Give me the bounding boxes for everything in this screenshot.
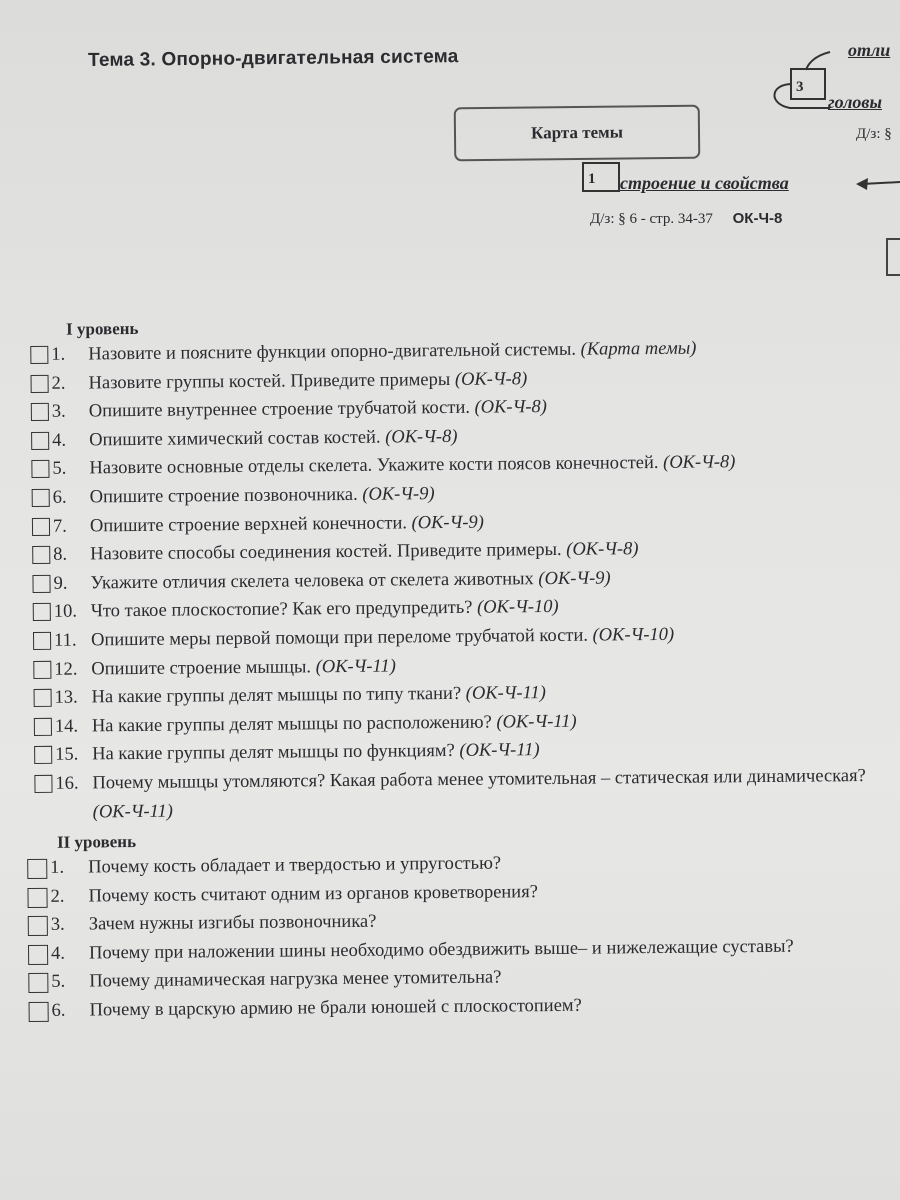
question-text: Почему кость обладает и твердостью и упругостью? — [88, 853, 502, 878]
question-number: 13. — [54, 687, 78, 708]
question-code: (ОК-Ч-9) — [411, 512, 484, 533]
question-number: 3. — [51, 401, 66, 422]
question-number: 2. — [50, 886, 65, 907]
question-checkbox[interactable] — [31, 460, 49, 478]
node3-label-top: отли — [848, 40, 891, 60]
question-number: 2. — [51, 373, 66, 394]
question-number: 1. — [51, 344, 66, 365]
node1-homework-line — [590, 210, 782, 228]
question-number: 4. — [50, 943, 66, 964]
question-number: 6. — [51, 1000, 66, 1021]
question-text: Опишите внутреннее строение трубчатой кости. (ОК-Ч-8) — [88, 397, 547, 422]
level1-title: I уровень — [65, 318, 139, 339]
question-number: 1. — [50, 857, 65, 878]
question-checkbox[interactable] — [32, 546, 50, 564]
question-code: (ОК-Ч-11) — [465, 683, 547, 704]
question-code: (ОК-Ч-8) — [663, 452, 736, 474]
question-checkbox[interactable] — [32, 489, 50, 507]
node1-number: 1 — [588, 171, 596, 187]
node1-code: ОК-Ч-8 — [732, 210, 783, 227]
question-number: 7. — [52, 516, 67, 537]
question-number: 6. — [52, 487, 67, 508]
node3-number: 3 — [796, 79, 804, 95]
questions-section — [30, 312, 897, 1026]
question-number: 8. — [53, 544, 68, 565]
node3-label: головы — [828, 92, 882, 112]
question-code: (ОК-Ч-11) — [459, 740, 540, 762]
question-code: (ОК-Ч-8) — [474, 397, 547, 418]
question-number: 10. — [53, 601, 78, 623]
question-text: Опишите химический состав костей. (ОК-Ч-8) — [89, 426, 458, 451]
node-edge-box — [886, 238, 900, 276]
question-checkbox[interactable] — [33, 632, 51, 650]
question-checkbox[interactable] — [28, 973, 48, 993]
node3-homework: Д/з: § — [856, 126, 892, 142]
question-checkbox[interactable] — [30, 346, 48, 364]
node1-homework: Д/з: § 6 - стр. 34-37 — [590, 211, 713, 227]
question-checkbox[interactable] — [27, 888, 47, 908]
question-checkbox[interactable] — [31, 403, 49, 421]
question-code: (Карта темы) — [580, 338, 697, 360]
node1-label: строение и свойства — [620, 173, 789, 193]
question-code: (ОК-Ч-11) — [496, 711, 577, 733]
question-number: 3. — [50, 914, 65, 936]
question-text: Укажите отличия скелета человека от скелета животных (ОК-Ч-9) — [90, 568, 611, 594]
question-checkbox[interactable] — [28, 916, 48, 936]
question-checkbox[interactable] — [31, 374, 49, 392]
question-text: Зачем нужны изгибы позвоночника? — [88, 911, 377, 935]
question-code: (ОК-Ч-11) — [92, 801, 173, 822]
question-number: 9. — [53, 573, 68, 594]
question-code: (ОК-Ч-10) — [476, 597, 559, 619]
level2-list — [27, 846, 897, 1026]
question-text: Опишите меры первой помощи при переломе трубчатой кости. (ОК-Ч-10) — [90, 624, 675, 651]
list-item — [34, 762, 895, 827]
question-text: Назовите способы соединения костей. Приведите примеры. (ОК-Ч-8) — [90, 539, 639, 565]
question-number: 11. — [53, 630, 77, 651]
question-checkbox[interactable] — [28, 945, 48, 965]
question-checkbox[interactable] — [33, 660, 51, 678]
question-number: 5. — [51, 972, 66, 993]
question-code: (ОК-Ч-8) — [454, 368, 528, 390]
question-text: Почему мышцы утомляются? Какая работа менее утомительная – статическая или динамическая? (ОК-Ч-11) — [92, 765, 866, 822]
node3-number-box — [790, 68, 826, 100]
question-number: 4. — [52, 430, 67, 451]
level2-title: II уровень — [56, 832, 137, 852]
level1-list — [30, 333, 895, 827]
question-text: На какие группы делят мышцы по типу ткани? (ОК-Ч-11) — [91, 683, 547, 708]
question-checkbox[interactable] — [32, 575, 50, 593]
question-text: Что такое плоскостопие? Как его предупредить? (ОК-Ч-10) — [90, 597, 559, 622]
question-code: (ОК-Ч-9) — [362, 484, 435, 505]
question-checkbox[interactable] — [34, 775, 52, 793]
topic-title: Тема 3. Опорно-двигательная система — [88, 46, 459, 71]
question-text: Почему при наложении шины необходимо обездвижить выше– и нижележащие суставы? — [88, 936, 794, 964]
question-code: (ОК-Ч-8) — [385, 426, 458, 448]
question-number: 15. — [55, 744, 79, 766]
node1-number-box — [582, 162, 620, 192]
question-text: Назовите основные отделы скелета. Укажите кости поясов конечностей. (ОК-Ч-8) — [89, 452, 736, 479]
arrow-line-node1 — [862, 182, 900, 184]
question-text: Опишите строение мышцы. (ОК-Ч-11) — [91, 656, 396, 679]
question-checkbox[interactable] — [34, 689, 52, 707]
question-checkbox[interactable] — [32, 517, 50, 535]
question-number: 12. — [54, 659, 78, 680]
topic-map-label: Карта темы — [530, 122, 624, 143]
question-checkbox[interactable] — [34, 746, 52, 764]
question-text: Опишите строение верхней конечности. (ОК-Ч-9) — [89, 512, 484, 536]
question-text: На какие группы делят мышцы по расположению? (ОК-Ч-11) — [91, 711, 577, 737]
question-text: Почему в царскую армию не брали юношей с плоскостопием? — [89, 995, 582, 1021]
question-text: На какие группы делят мышцы по функциям? (ОК-Ч-11) — [92, 740, 540, 765]
question-text: Опишите строение позвоночника. (ОК-Ч-9) — [89, 484, 435, 508]
question-code: (ОК-Ч-10) — [592, 624, 675, 646]
arrow-head-icon — [856, 178, 868, 190]
question-number: 5. — [52, 459, 67, 480]
question-checkbox[interactable] — [33, 603, 51, 621]
question-code: (ОК-Ч-9) — [538, 568, 611, 589]
question-code: (ОК-Ч-8) — [566, 539, 639, 561]
question-code: (ОК-Ч-11) — [315, 656, 396, 677]
question-text: Почему динамическая нагрузка менее утомительна? — [89, 967, 502, 992]
question-checkbox[interactable] — [31, 432, 49, 450]
question-text: Почему кость считают одним из органов кроветворения? — [88, 881, 538, 907]
question-number: 16. — [55, 773, 79, 794]
question-text: Назовите группы костей. Приведите примеры (ОК-Ч-8) — [88, 368, 528, 394]
question-text: Назовите и поясните функции опорно-двигательной системы. (Карта темы) — [88, 338, 697, 365]
question-checkbox[interactable] — [29, 1002, 49, 1022]
question-number: 14. — [54, 716, 79, 737]
question-checkbox[interactable] — [27, 859, 47, 879]
question-checkbox[interactable] — [34, 718, 52, 736]
